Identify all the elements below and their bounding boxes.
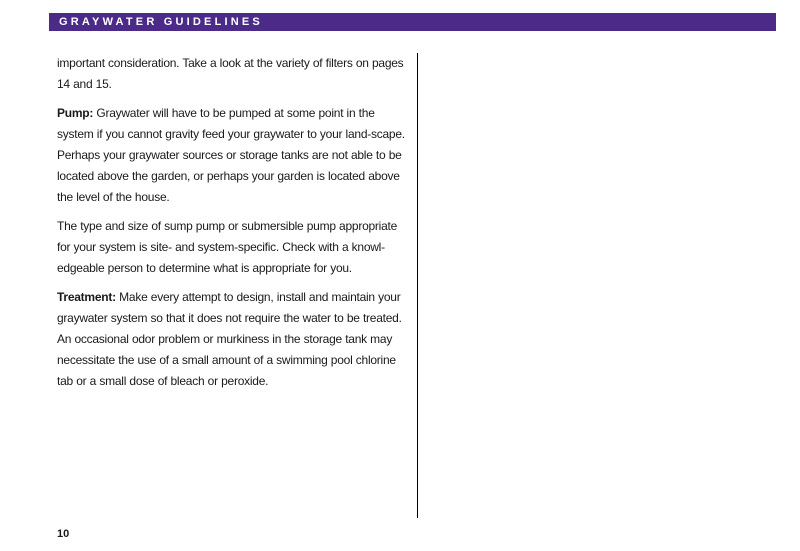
section-title: GRAYWATER GUIDELINES [59,16,263,28]
pump-lead: Pump: [57,106,94,120]
section-header-bar [49,13,776,31]
pump-text: Graywater will have to be pumped at some point in the system if you cannot gravity feed your graywater to your land-scape. Perhaps your graywater sources or storage tanks are not able to be located above the garden, or perhaps your garden is located above the level of the house. [57,106,405,204]
column-divider [417,53,418,518]
intro-paragraph: important consideration. Take a look at the variety of filters on pages 14 and 15. [57,56,404,91]
treatment-paragraph [57,287,405,392]
body-text-column [57,53,405,400]
treatment-text: Make every attempt to design, install and maintain your graywater system so that it does not require the water to be treated. An occasional odor problem or murkiness in the storage tank may necessitate the use of a small amount of a swimming pool chlorine tab or a small dose of bleach or peroxide. [57,290,402,388]
pump-paragraph [57,103,405,208]
pump-detail-paragraph: The type and size of sump pump or submersible pump appropriate for your system is site- and system-specific. Check with a knowl-edgeable person to determine what is appropriate for you. [57,219,398,275]
treatment-lead: Treatment: [57,290,116,304]
page-number: 10 [57,528,70,540]
